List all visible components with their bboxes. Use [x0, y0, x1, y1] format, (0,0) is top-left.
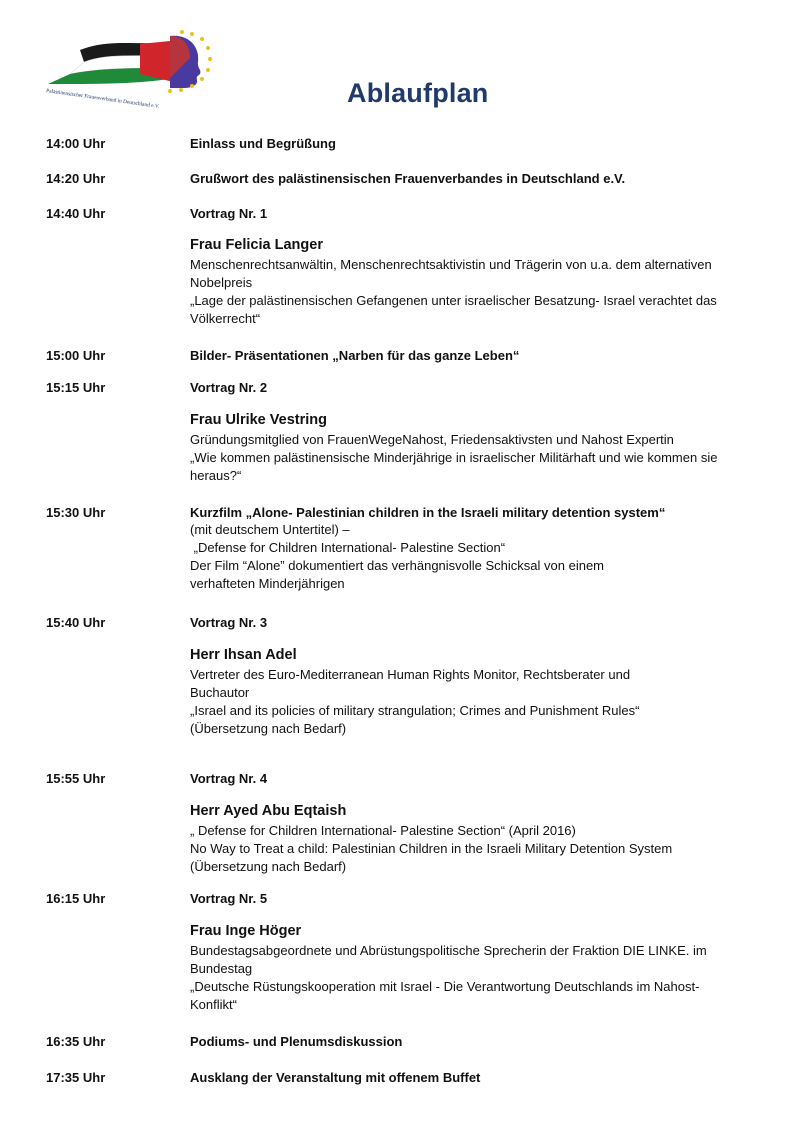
schedule-heading: Ausklang der Veranstaltung mit offenem Buffet — [190, 1070, 481, 1085]
time-label: 15:40 Uhr — [46, 615, 106, 630]
schedule-heading: Vortrag Nr. 3 — [190, 615, 268, 630]
detail-line: „Lage der palästinensischen Gefangenen unter israelischer Besatzung- Israel verachtet das — [190, 293, 717, 308]
detail-line: „Israel and its policies of military strangulation; Crimes and Punishment Rules“ — [190, 703, 640, 718]
detail-line: No Way to Treat a child: Palestinian Children in the Israeli Military Detention System — [190, 841, 673, 856]
talk-3-details — [190, 646, 770, 738]
detail-line: Buchautor — [190, 685, 250, 700]
film-details — [190, 521, 770, 593]
schedule-heading: Vortrag Nr. 5 — [190, 891, 268, 906]
speaker-name: Frau Inge Höger — [190, 923, 302, 939]
schedule-heading: Kurzfilm „Alone- Palestinian children in the Israeli military detention system“ — [190, 505, 666, 520]
time-label: 15:30 Uhr — [46, 505, 106, 520]
speaker-name: Herr Ihsan Adel — [190, 647, 297, 663]
schedule-heading: Vortrag Nr. 1 — [190, 206, 268, 221]
page-title: Ablaufplan — [347, 78, 489, 108]
talk-5-details — [190, 922, 770, 1014]
detail-line: (Übersetzung nach Bedarf) — [190, 721, 347, 736]
detail-line: Bundestagsabgeordnete und Abrüstungspolitische Sprecherin der Fraktion DIE LINKE. im — [190, 943, 707, 958]
talk-2-details — [190, 411, 770, 485]
detail-line: Menschenrechtsanwältin, Menschenrechtsaktivistin und Trägerin von u.a. dem alternativen — [190, 257, 712, 272]
logo-emblem-icon — [40, 28, 215, 110]
schedule-heading: Podiums- und Plenumsdiskussion — [190, 1034, 403, 1049]
organization-logo — [40, 28, 215, 110]
schedule-heading: Einlass und Begrüßung — [190, 136, 336, 151]
time-label: 15:15 Uhr — [46, 380, 106, 395]
time-label: 14:40 Uhr — [46, 206, 106, 221]
time-label: 17:35 Uhr — [46, 1070, 106, 1085]
detail-line: Nobelpreis — [190, 275, 253, 290]
time-label: 16:35 Uhr — [46, 1034, 106, 1049]
logo-caption: Palästinensischer Frauenverband in Deutschland e.V. — [45, 88, 160, 110]
talk-4-details — [190, 802, 770, 876]
detail-line: Bundestag — [190, 961, 253, 976]
schedule-heading: Vortrag Nr. 4 — [190, 771, 268, 786]
speaker-name: Herr Ayed Abu Eqtaish — [190, 803, 347, 819]
detail-line: „ Defense for Children International- Palestine Section“ (April 2016) — [190, 823, 576, 838]
detail-line: heraus?“ — [190, 468, 242, 483]
time-label: 14:20 Uhr — [46, 171, 106, 186]
detail-line: „Wie kommen palästinensische Minderjährige in israelischer Militärhaft und wie kommen sie — [190, 450, 718, 465]
detail-line: „Defense for Children International- Palestine Section“ — [190, 540, 506, 555]
detail-line: „Deutsche Rüstungskooperation mit Israel - Die Verantwortung Deutschlands im Nahost- — [190, 979, 700, 994]
detail-line: Konflikt“ — [190, 997, 237, 1012]
detail-line: (Übersetzung nach Bedarf) — [190, 859, 347, 874]
detail-line: Völkerrecht“ — [190, 311, 261, 326]
time-label: 15:00 Uhr — [46, 348, 106, 363]
time-label: 15:55 Uhr — [46, 771, 106, 786]
detail-line: (mit deutschem Untertitel) – — [190, 522, 350, 537]
schedule-heading: Grußwort des palästinensischen Frauenverbandes in Deutschland e.V. — [190, 171, 626, 186]
schedule-heading: Vortrag Nr. 2 — [190, 380, 268, 395]
detail-line: Vertreter des Euro-Mediterranean Human Rights Monitor, Rechtsberater und — [190, 667, 631, 682]
time-label: 14:00 Uhr — [46, 136, 106, 151]
schedule-heading: Bilder- Präsentationen „Narben für das ganze Leben“ — [190, 348, 520, 363]
talk-1-details — [190, 236, 770, 328]
detail-line: verhafteten Minderjährigen — [190, 576, 345, 591]
detail-line: Gründungsmitglied von FrauenWegeNahost, Friedensaktivsten und Nahost Expertin — [190, 432, 674, 447]
speaker-name: Frau Ulrike Vestring — [190, 412, 327, 428]
detail-line: Der Film “Alone” dokumentiert das verhängnisvolle Schicksal von einem — [190, 558, 605, 573]
speaker-name: Frau Felicia Langer — [190, 237, 323, 253]
time-label: 16:15 Uhr — [46, 891, 106, 906]
